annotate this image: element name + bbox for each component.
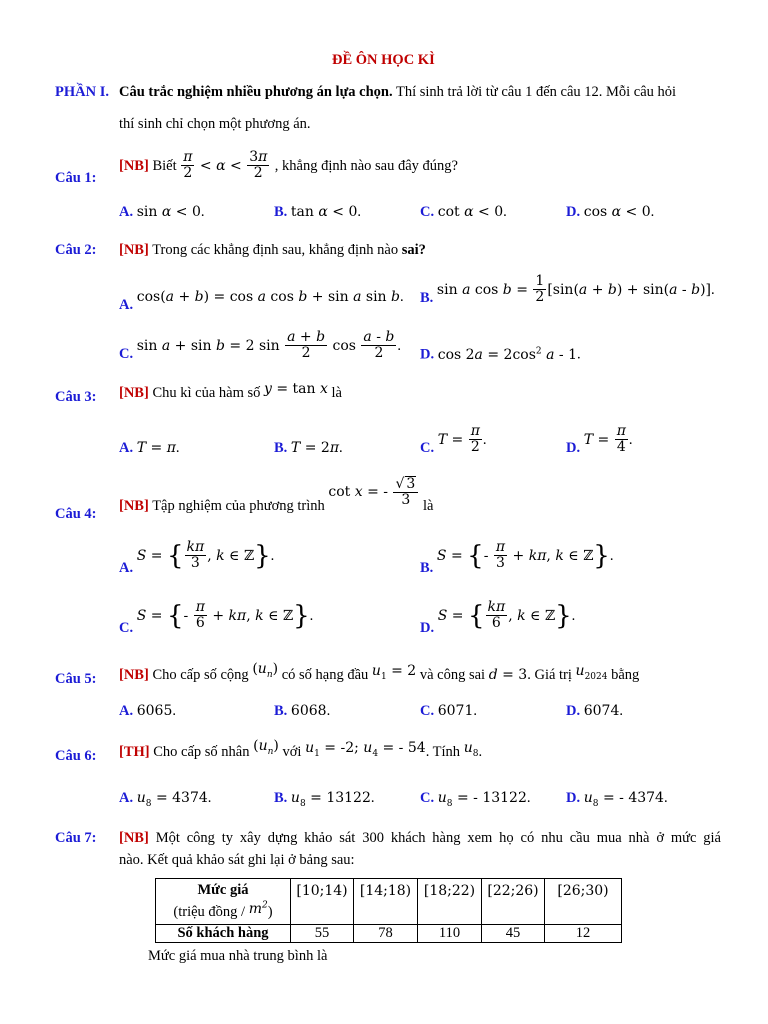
q1-text-a: Biết [152, 157, 177, 174]
q2-option-d[interactable]: D. $\cos 2a = 2\cos^2$ a - 1. [420, 346, 581, 363]
q5-label: Câu 5: [55, 671, 97, 687]
q3-option-d[interactable]: D. T = $\frac{\pi}{4}$ . [566, 423, 633, 456]
q5-option-a[interactable]: A. 6065. [119, 703, 176, 719]
count-cell: 45 [482, 925, 545, 943]
q2-label: Câu 2: [55, 242, 97, 258]
q6-option-c[interactable]: C. $u_8$ = - 13122. [420, 790, 531, 809]
count-cell: 78 [354, 925, 418, 943]
part-line2: thí sinh chỉ chọn một phương án. [119, 116, 311, 132]
q6-level: [TH] [119, 744, 150, 760]
q5-level: [NB] [119, 667, 149, 683]
q6-text-a: Cho cấp số nhân [153, 744, 250, 760]
count-header: Số khách hàng [156, 925, 291, 943]
q5-option-c[interactable]: C. 6071. [420, 703, 477, 719]
q4-option-a[interactable]: A. S = { $\frac{k\pi}{3}$ , k ∈ ℤ}. [119, 539, 275, 576]
q1-option-d[interactable]: D. cos α < 0. [566, 204, 655, 220]
q7-footer: Mức giá mua nhà trung bình là [148, 948, 328, 964]
q5-option-d[interactable]: D. 6074. [566, 703, 623, 719]
q4-level: [NB] [119, 498, 149, 515]
count-cell: 12 [545, 925, 622, 943]
part-line1: Thí sinh trả lời từ câu 1 đến câu 12. Mỗi câu hỏi [395, 84, 677, 100]
q2-text-b: sai [401, 242, 419, 258]
interval-cell: [22;26) [482, 879, 545, 925]
interval-cell: [14;18) [354, 879, 418, 925]
q1-condition: $\frac{\pi}{2}$ < α < $\frac{3\pi}{2}$ [183, 149, 268, 182]
q2-level: [NB] [119, 242, 149, 258]
q7-label: Câu 7: [55, 830, 97, 846]
q2-text-c: ? [418, 242, 426, 258]
q4-text-b: là [422, 498, 434, 515]
q5-text-c: và công sai [419, 667, 486, 683]
q1-label: Câu 1: [55, 170, 97, 186]
q2-text-a: Trong các khẳng định sau, khẳng định nào [152, 242, 399, 258]
part-heading: Câu trắc nghiệm nhiều phương án lựa chọn. [119, 84, 393, 100]
q6-option-d[interactable]: D. $u_8$ = - 4374. [566, 790, 668, 809]
q5-text-a: Cho cấp số cộng [152, 667, 249, 683]
q1-stem [119, 150, 458, 182]
q2-stem [119, 242, 426, 259]
q4-label: Câu 4: [55, 506, 97, 522]
q1-option-a[interactable]: A. sin α < 0. [119, 204, 205, 220]
q5-stem: [NB] Cho cấp số cộng $(u_n)$ có số hạng đầu $u_1 = 2$ và công sai d = 3. Giá trị $u_{2024}$ bằng [119, 661, 640, 683]
q2-option-a[interactable]: A. cos(a + b) = cos a cos b + sin a sin b. [119, 289, 404, 313]
q7-level: [NB] [119, 830, 149, 846]
part-intro [119, 84, 676, 101]
q7-line2: nào. Kết quả khảo sát ghi lại ở bảng sau: [119, 852, 355, 868]
q5-text-d: . Giá trị [527, 667, 572, 683]
q1-option-c[interactable]: C. cot α < 0. [420, 204, 507, 220]
q4-stem: [NB] Tập nghiệm của phương trình cot x = - $\frac{√ 3}{3}$ là [119, 476, 434, 515]
q1-option-b[interactable]: B. tan α < 0. [274, 204, 362, 220]
count-cell: 110 [418, 925, 482, 943]
q3-option-a[interactable]: A. T = π. [119, 440, 180, 456]
q3-text-b: là [331, 385, 342, 401]
price-header-cell: Mức giá (triệu đồng / $m^2$) [156, 879, 291, 925]
q3-option-b[interactable]: B. T = 2π. [274, 440, 343, 456]
q4-option-d[interactable]: D. S = { $\frac{k\pi}{6}$ , k ∈ ℤ}. [420, 599, 576, 636]
count-cell: 55 [291, 925, 354, 943]
q5-text-e: bằng [611, 667, 640, 683]
q3-level: [NB] [119, 385, 149, 401]
price-header: Mức giá [197, 882, 249, 899]
q6-text-c: . Tính [425, 744, 461, 760]
price-table [155, 878, 622, 943]
interval-cell: [26;30) [545, 879, 622, 925]
q3-label: Câu 3: [55, 389, 97, 405]
q7-line1 [119, 830, 721, 847]
interval-cell: [18;22) [418, 879, 482, 925]
page-title: ĐỀ ÔN HỌC KÌ [332, 52, 435, 68]
part-label: PHẦN I. [55, 84, 109, 100]
q6-option-b[interactable]: B. $u_8 = 13122$. [274, 790, 375, 809]
q3-text-a: Chu kì của hàm số [152, 385, 261, 401]
q2-option-b[interactable]: B. sin a cos b = $\frac{1}{2}$ [sin(a + b) + sin(a - b)]. [420, 273, 715, 306]
q4-option-b[interactable]: B. S = {- $\frac{\pi}{3}$ + kπ, k ∈ ℤ}. [420, 539, 614, 576]
q6-text-b: với [282, 744, 302, 760]
q2-option-c[interactable]: C. sin a + sin b = 2 sin $\frac{a + b}{2}$ cos $\frac{a - b}{2}$ . [119, 329, 402, 362]
q6-stem: [TH] Cho cấp số nhân $(u_n)$ với $u_1 = -2$; $u_4$ = - 54. Tính $u_8$. [119, 738, 483, 760]
price-unit-label: (triệu đồng / [173, 903, 246, 920]
q3-stem: [NB] Chu kì của hàm số y = tan x là [119, 381, 342, 401]
q3-option-c[interactable]: C. T = $\frac{\pi}{2}$ . [420, 423, 487, 456]
q1-level: [NB] [119, 157, 149, 174]
q6-option-a[interactable]: A. $u_8 = 4374$. [119, 790, 212, 809]
interval-cell: [10;14) [291, 879, 354, 925]
q4-option-c[interactable]: C. S = {- $\frac{\pi}{6}$ + kπ, k ∈ ℤ}. [119, 599, 314, 636]
q4-text-a: Tập nghiệm của phương trình [152, 498, 325, 515]
price-unit: $m^2$ [248, 899, 268, 917]
q5-option-b[interactable]: B. 6068. [274, 703, 331, 719]
q5-text-b: có số hạng đầu [281, 667, 369, 683]
q1-text-b: , khẳng định nào sau đây đúng? [274, 157, 458, 174]
q7-text-line1: Một công ty xây dựng khảo sát 300 khách hàng xem họ có nhu cầu mua nhà ở mức giá [155, 830, 721, 846]
q6-label: Câu 6: [55, 748, 97, 764]
